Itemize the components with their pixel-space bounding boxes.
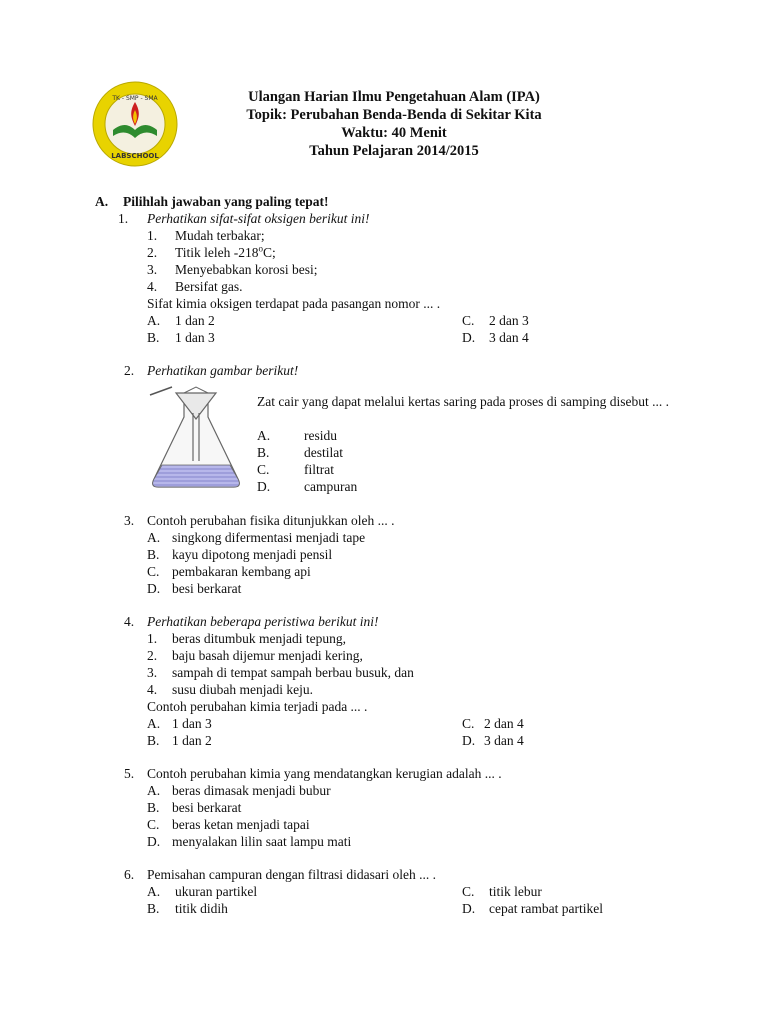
q1-item-2-num: 2. [147,245,158,260]
q1-option-a-letter: A. [147,313,161,328]
q5-option-d-letter: D. [147,834,161,849]
q4-item-3-num: 3. [147,665,158,680]
q3-option-d: besi berkarat [172,581,242,596]
logo-bottom-text: LABSCHOOL [111,152,159,160]
q5-option-c-letter: C. [147,817,160,832]
filtration-flask-illustration [146,383,250,491]
q4-item-2-num: 2. [147,648,158,663]
q2-number: 2. [124,363,135,378]
q3-option-b: kayu dipotong menjadi pensil [172,547,333,562]
q1-option-a: 1 dan 2 [175,313,215,328]
q2-option-c: filtrat [304,462,334,477]
q4-option-d-letter: D. [462,733,476,748]
exam-title: Ulangan Harian Ilmu Pengetahuan Alam (IPA) [248,89,540,105]
q4-option-d: 3 dan 4 [484,733,524,748]
q5-option-a-letter: A. [147,783,161,798]
q1-question: Sifat kimia oksigen terdapat pada pasangan nomor ... . [147,296,441,311]
q4-item-4-text: susu diubah menjadi keju. [172,682,313,697]
q6-option-c: titik lebur [489,884,542,899]
q1-item-3-text: Menyebabkan korosi besi; [175,262,318,277]
q4-option-c-letter: C. [462,716,475,731]
q2-option-d-letter: D. [257,479,271,494]
q1-option-d-letter: D. [462,330,476,345]
q3-option-a: singkong difermentasi menjadi tape [172,530,366,545]
q1-option-c: 2 dan 3 [489,313,529,328]
q3-option-d-letter: D. [147,581,161,596]
section-letter: A. [95,194,109,209]
q1-option-d: 3 dan 4 [489,330,529,345]
q2-option-b: destilat [304,445,343,460]
q3-option-c: pembakaran kembang api [172,564,311,579]
q5-option-b: besi berkarat [172,800,242,815]
q1-option-c-letter: C. [462,313,475,328]
q1-option-b: 1 dan 3 [175,330,215,345]
q6-option-a: ukuran partikel [175,884,258,899]
q1-number: 1. [118,211,129,226]
q4-item-3-text: sampah di tempat sampah berbau busuk, dan [172,665,414,680]
q5-option-b-letter: B. [147,800,160,815]
q4-item-4-num: 4. [147,682,158,697]
exam-year: Tahun Pelajaran 2014/2015 [309,143,479,159]
q1-item-2-text: Titik leleh -218$^o$C; [175,243,276,260]
q4-item-1-num: 1. [147,631,158,646]
q1-option-b-letter: B. [147,330,160,345]
q2-option-a: residu [304,428,337,443]
q2-option-a-letter: A. [257,428,271,443]
q4-prompt: Perhatikan beberapa peristiwa berikut ini! [147,614,379,629]
q1-prompt: Perhatikan sifat-sifat oksigen berikut ini! [147,211,370,226]
q4-option-b-letter: B. [147,733,160,748]
exam-header [0,88,768,160]
q6-text: Pemisahan campuran dengan filtrasi didasari oleh ... . [147,867,437,882]
q4-item-1-text: beras ditumbuk menjadi tepung, [172,631,346,646]
q4-option-b: 1 dan 2 [172,733,212,748]
q6-option-a-letter: A. [147,884,161,899]
q2-text: Zat cair yang dapat melalui kertas saring pada proses di samping disebut ... . [257,394,670,409]
q5-option-d: menyalakan lilin saat lampu mati [172,834,352,849]
q5-option-a: beras dimasak menjadi bubur [172,783,331,798]
section-title: Pilihlah jawaban yang paling tepat! [123,194,329,209]
q3-option-a-letter: A. [147,530,161,545]
q6-option-d-letter: D. [462,901,476,916]
q6-option-b-letter: B. [147,901,160,916]
q2-prompt: Perhatikan gambar berikut! [147,363,299,378]
q6-option-d: cepat rambat partikel [489,901,603,916]
q4-option-a: 1 dan 3 [172,716,212,731]
q1-item-1-num: 1. [147,228,158,243]
q3-text: Contoh perubahan fisika ditunjukkan oleh ... . [147,513,395,528]
q1-item-3-num: 3. [147,262,158,277]
q6-number: 6. [124,867,135,882]
q2-option-b-letter: B. [257,445,270,460]
q2-option-c-letter: C. [257,462,270,477]
exam-topic: Topik: Perubahan Benda-Benda di Sekitar Kita [246,107,542,123]
q5-option-c: beras ketan menjadi tapai [172,817,310,832]
q1-item-4-text: Bersifat gas. [175,279,243,294]
q5-number: 5. [124,766,135,781]
q4-option-c: 2 dan 4 [484,716,524,731]
exam-time: Waktu: 40 Menit [341,125,447,141]
q4-number: 4. [124,614,135,629]
q4-item-2-text: baju basah dijemur menjadi kering, [172,648,363,663]
q1-item-4-num: 4. [147,279,158,294]
q5-text: Contoh perubahan kimia yang mendatangkan kerugian adalah ... . [147,766,502,781]
q4-option-a-letter: A. [147,716,161,731]
q2-option-d: campuran [304,479,358,494]
q3-number: 3. [124,513,135,528]
q3-option-c-letter: C. [147,564,160,579]
q6-option-c-letter: C. [462,884,475,899]
q1-item-1-text: Mudah terbakar; [175,228,265,243]
q6-option-b: titik didih [175,901,228,916]
q3-option-b-letter: B. [147,547,160,562]
logo-sub-text: TK - SMP - SMA [112,95,158,102]
q4-question: Contoh perubahan kimia terjadi pada ... . [147,699,368,714]
